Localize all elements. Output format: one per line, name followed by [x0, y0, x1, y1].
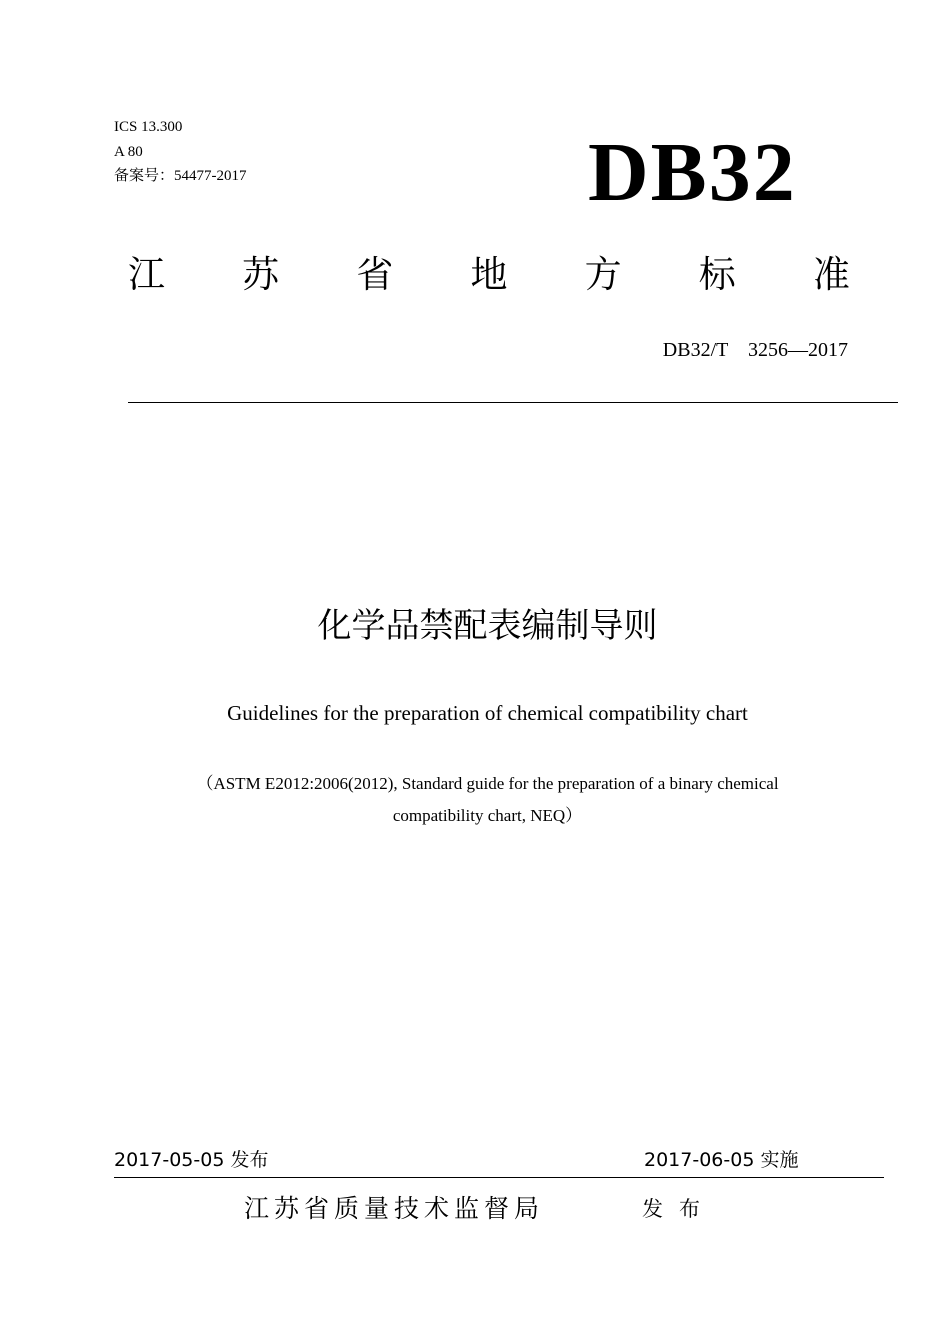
standard-type-char: 苏 [242, 253, 280, 296]
title-english: Guidelines for the preparation of chemical compatibility chart [227, 701, 748, 725]
header-divider [128, 402, 898, 403]
ccs-code: A 80 [114, 144, 143, 160]
adoption-note [150, 768, 825, 832]
implementation-date: 2017-06-05 实施 [644, 1149, 799, 1171]
adoption-note-line: （ASTM E2012:2006(2012), Standard guide for the preparation of a binary chemical [196, 774, 779, 793]
standard-code: DB32/T 3256—2017 [662, 339, 848, 361]
standard-type-char: 方 [584, 253, 622, 296]
standard-type-char: 标 [698, 253, 736, 296]
filing-number: 备案号：54477-2017 [114, 168, 247, 184]
standard-type-char: 省 [356, 253, 394, 296]
ics-code: ICS 13.300 [114, 119, 183, 135]
adoption-note-line: compatibility chart, NEQ） [392, 806, 583, 825]
title-chinese: 化学品禁配表编制导则 [317, 606, 658, 646]
issuing-authority: 江苏省质量技术监督局 [244, 1194, 545, 1223]
db32-logo: DB32 [588, 126, 797, 219]
issue-date: 2017-05-05 发布 [114, 1149, 269, 1171]
standard-type-char: 江 [128, 253, 165, 296]
issued-label: 发布 [642, 1197, 716, 1221]
standard-type-char: 地 [470, 253, 508, 296]
standard-type-char: 准 [812, 253, 850, 296]
standard-type-title [128, 252, 850, 298]
footer-divider [114, 1177, 884, 1178]
